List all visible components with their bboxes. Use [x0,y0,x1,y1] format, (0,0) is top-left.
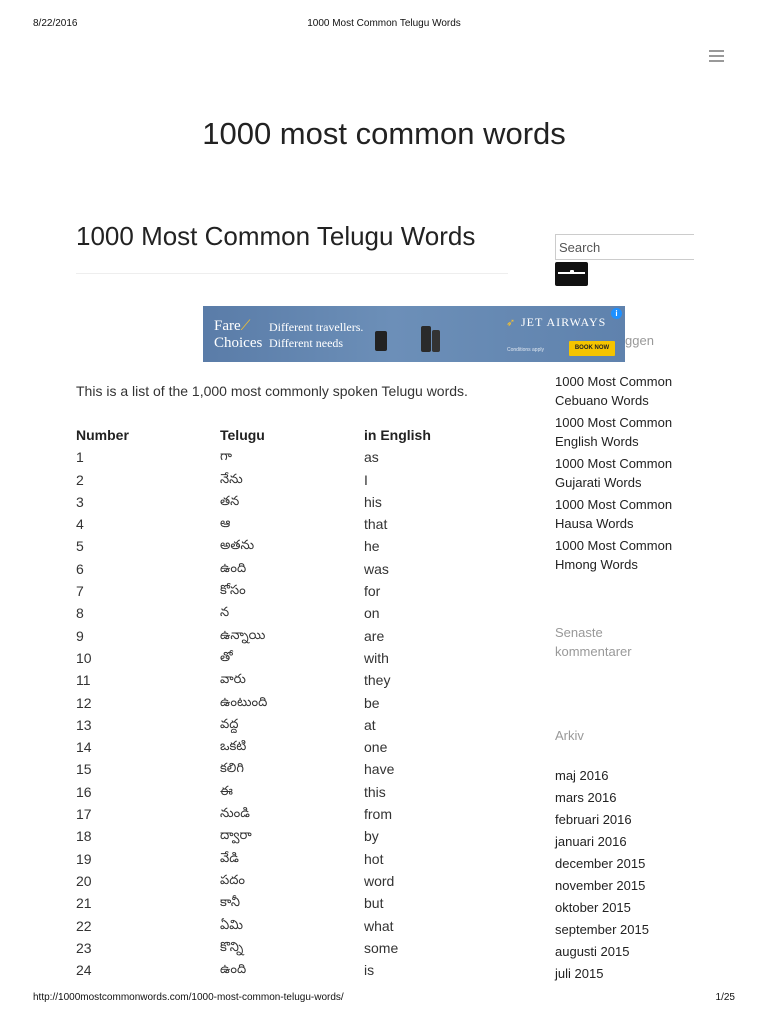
archive-link[interactable]: februari 2016 [555,812,632,827]
cell-english: one [364,739,388,756]
cell-english: they [364,672,391,689]
table-row [76,625,496,647]
cell-english: on [364,605,380,622]
table-row [76,469,496,491]
table-row [76,491,496,513]
cell-number: 18 [76,828,92,845]
cell-english: by [364,828,379,845]
luggage-icon [432,330,440,352]
table-row [76,602,496,624]
cell-telugu: కలిగి [220,761,244,777]
cell-telugu: న [220,605,230,621]
table-row [76,647,496,669]
table-row [76,915,496,937]
jet-logo-icon: ➶ [506,317,516,329]
cell-telugu: కానీ [220,895,240,911]
cell-telugu: తో [220,649,233,665]
cell-english: was [364,560,389,577]
swoosh-icon: ⟋ [240,319,251,334]
table-row [76,736,496,758]
cell-number: 9 [76,627,84,644]
cell-number: 5 [76,538,84,555]
cell-english: for [364,583,381,600]
recent-post-link[interactable]: 1000 Most Common English Words [555,415,673,449]
cell-number: 11 [76,672,91,689]
cell-telugu: అతను [220,538,255,554]
cell-number: 14 [76,739,92,756]
cell-telugu: కొన్ని [220,939,244,955]
print-page-number: 1/25 [715,992,735,1003]
cell-english: his [364,493,382,510]
cell-english: that [364,516,388,533]
table-row [76,758,496,780]
ad-info-icon[interactable]: i [611,308,622,319]
cell-number: 22 [76,917,92,934]
hamburger-menu-icon[interactable] [709,50,724,63]
cell-telugu: ఉంటుంది [220,694,268,710]
ad-tagline: Different travellers. Different needs [269,320,364,350]
cell-number: 21 [76,895,92,912]
cell-english: what [364,917,394,934]
site-title[interactable]: 1000 most common words [202,116,566,151]
cell-english: some [364,939,399,956]
column-header-english: in English [364,427,431,443]
cell-english: I [364,471,368,488]
archive-link[interactable]: december 2015 [555,856,646,871]
cell-number: 23 [76,939,92,956]
cell-number: 6 [76,560,84,577]
ad-conditions: Conditions apply [507,347,544,353]
recent-posts-heading: ggen [625,333,654,348]
cell-telugu: ఉంది [220,560,247,576]
table-row [76,446,496,468]
cell-english: have [364,761,395,778]
table-row [76,937,496,959]
title-divider [76,273,508,274]
cell-number: 4 [76,516,84,533]
cell-telugu: ఉంది [220,962,247,978]
cell-number: 13 [76,716,92,733]
cell-telugu: వద్ద [220,716,239,732]
archive-link[interactable]: maj 2016 [555,768,609,783]
book-now-button[interactable]: BOOK NOW [569,341,615,356]
recent-comments-heading: Senaste kommentarer [555,625,632,659]
cell-number: 24 [76,962,92,979]
print-document-title: 1000 Most Common Telugu Words [307,18,461,29]
cell-english: is [364,962,375,979]
cell-telugu: ఒకటి [220,739,247,755]
cell-number: 17 [76,806,92,823]
recent-post-link[interactable]: 1000 Most Common Cebuano Words [555,374,673,408]
cell-english: he [364,538,380,555]
cell-english: as [364,449,379,466]
recent-post-link[interactable]: 1000 Most Common Gujarati Words [555,456,673,490]
archive-list [555,765,705,985]
archive-link[interactable]: januari 2016 [555,834,627,849]
cell-number: 8 [76,605,84,622]
table-row [76,714,496,736]
cell-number: 7 [76,583,84,600]
cell-number: 16 [76,783,92,800]
cell-telugu: పదం [220,872,246,888]
column-header-number: Number [76,427,129,443]
cell-number: 15 [76,761,92,778]
ad-banner[interactable] [203,306,625,362]
cell-telugu: ద్వారా [220,828,252,844]
table-header [76,424,496,446]
cell-telugu: ఏమి [220,917,243,933]
cell-telugu: తన [220,493,240,509]
table-row [76,669,496,691]
cell-number: 19 [76,850,92,867]
luggage-icon [421,326,431,352]
cell-telugu: గా [220,449,232,465]
intro-text: This is a list of the 1,000 most commonly spoken Telugu words. [76,383,468,399]
recent-post-link[interactable]: 1000 Most Common Hmong Words [555,538,673,572]
cell-number: 3 [76,493,84,510]
words-table [76,424,496,981]
ad-brand: JET AIRWAYS [521,315,607,329]
table-row [76,535,496,557]
cell-english: this [364,783,386,800]
table-row [76,825,496,847]
cell-english: hot [364,850,384,867]
archive-link[interactable]: september 2015 [555,922,649,937]
cell-telugu: నుండి [220,806,250,822]
table-row [76,803,496,825]
cell-telugu: వేడి [220,850,239,866]
luggage-icon [375,331,387,351]
table-row [76,781,496,803]
cell-telugu: ఈ [220,783,233,799]
table-row [76,848,496,870]
cell-telugu: వారు [220,672,246,688]
cell-english: at [364,716,376,733]
recent-post-link[interactable]: 1000 Most Common Hausa Words [555,497,673,531]
search-input[interactable] [555,234,694,260]
cell-english: but [364,895,384,912]
cell-number: 10 [76,649,92,666]
cell-telugu: ఉన్నాయి [220,627,266,643]
cell-telugu: ఆ [220,516,231,532]
cell-english: word [364,872,395,889]
archive-link[interactable]: mars 2016 [555,790,617,805]
cell-number: 1 [76,449,84,466]
print-date: 8/22/2016 [33,18,78,29]
recent-posts-list [555,372,705,577]
page-title: 1000 Most Common Telugu Words [76,221,476,251]
column-header-telugu: Telugu [220,427,265,443]
archive-heading: Arkiv [555,728,584,743]
cell-english: be [364,694,380,711]
search-button[interactable] [555,262,588,286]
print-url: http://1000mostcommonwords.com/1000-most-common-telugu-words/ [33,992,344,1003]
archive-link[interactable]: augusti 2015 [555,944,630,959]
ad-fare-choices: Fare⟋ Choices [214,318,263,351]
archive-link[interactable]: november 2015 [555,878,646,893]
table-row [76,692,496,714]
archive-link[interactable]: juli 2015 [555,966,604,981]
table-row [76,558,496,580]
table-row [76,580,496,602]
table-row [76,959,496,981]
cell-number: 12 [76,694,92,711]
cell-telugu: నేను [220,471,243,487]
cell-telugu: కోసం [220,583,246,599]
cell-english: are [364,627,385,644]
cell-number: 2 [76,471,84,488]
table-row [76,870,496,892]
table-row [76,892,496,914]
archive-link[interactable]: oktober 2015 [555,900,631,915]
cell-english: from [364,806,392,823]
table-row [76,513,496,535]
cell-english: with [364,649,389,666]
cell-number: 20 [76,872,92,889]
